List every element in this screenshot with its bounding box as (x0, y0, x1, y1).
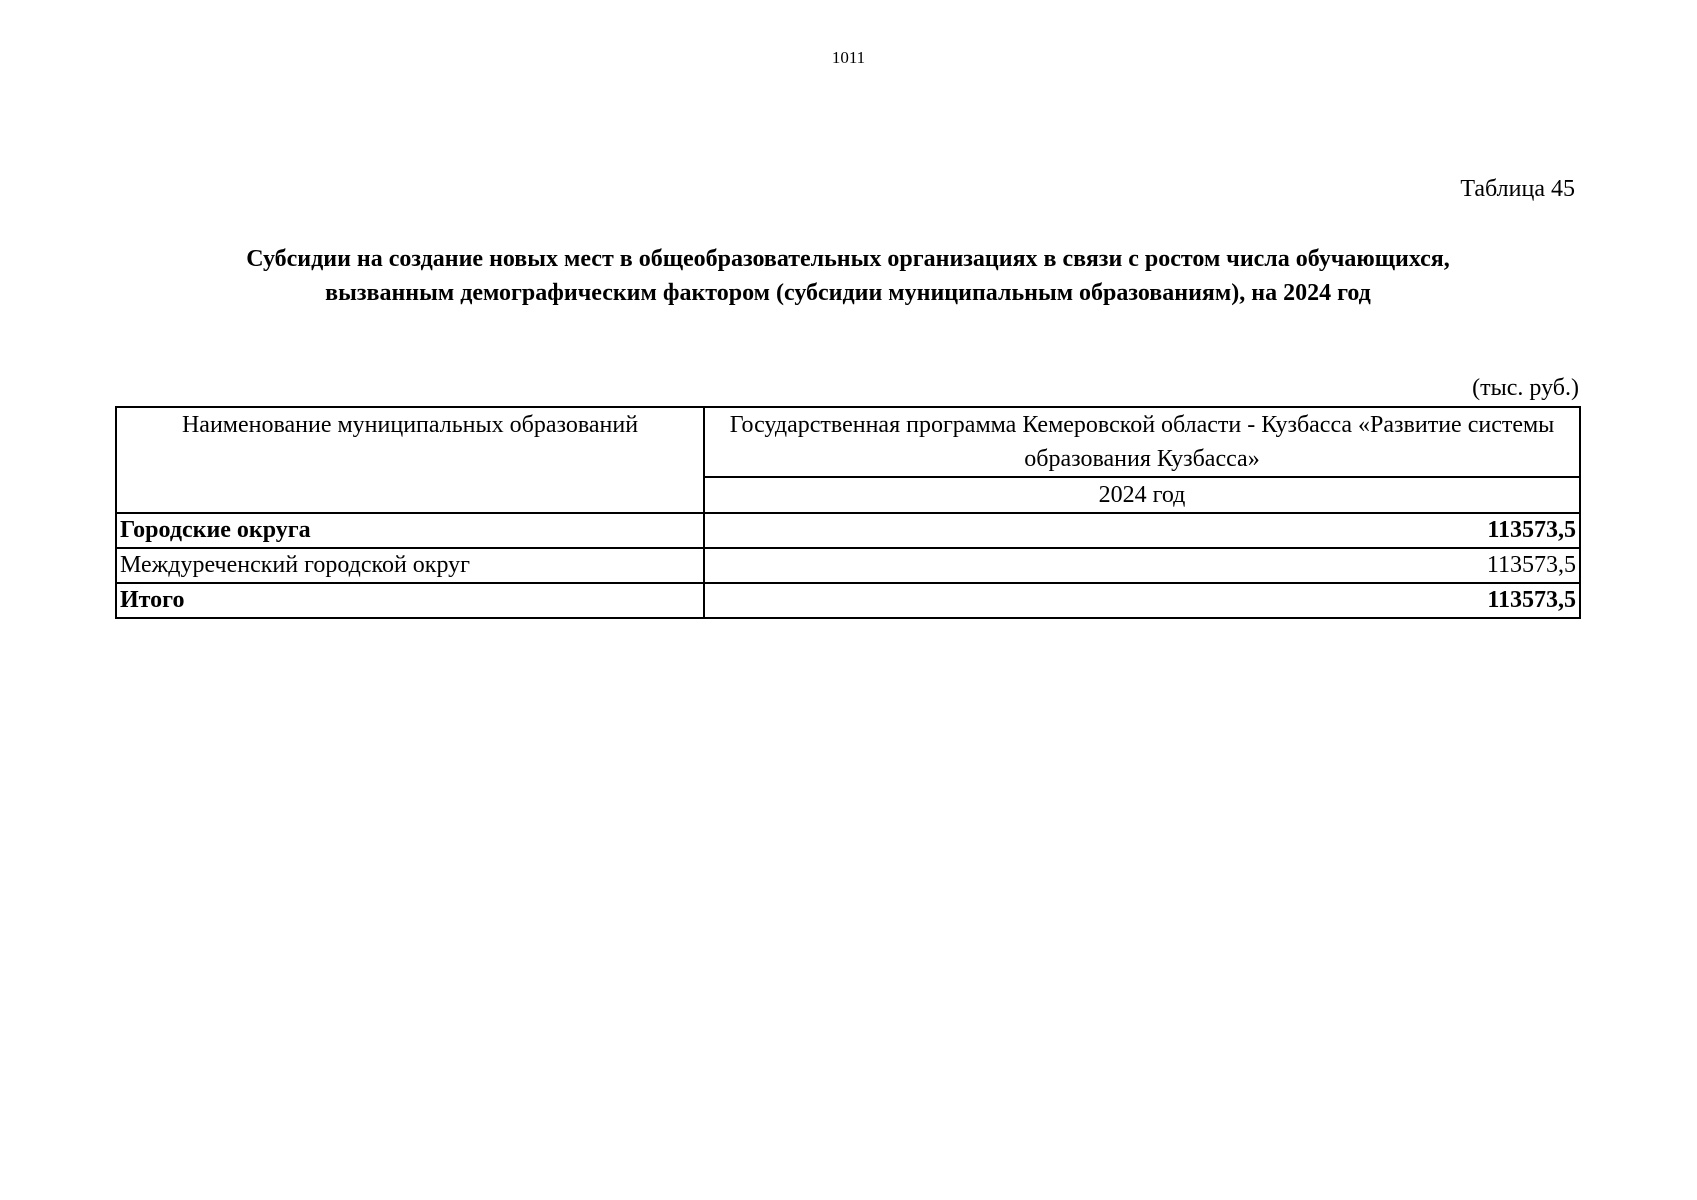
row-value: 113573,5 (704, 548, 1580, 583)
table-label: Таблица 45 (1460, 176, 1575, 202)
row-name: Междуреченский городской округ (116, 548, 704, 583)
title-line-2: вызванным демографическим фактором (субсидии муниципальным образованиям), на 2024 год (325, 280, 1371, 306)
row-value: 113573,5 (704, 513, 1580, 548)
table-header-row (116, 407, 1580, 477)
table-row (116, 548, 1580, 583)
row-name: Городские округа (116, 513, 704, 548)
table-row (116, 513, 1580, 548)
header-program: Государственная программа Кемеровской области - Кузбасса «Развитие системы образования Кузбасса» (704, 407, 1580, 477)
table-row (116, 583, 1580, 618)
row-value: 113573,5 (704, 583, 1580, 618)
document-title (115, 242, 1581, 310)
page-number: 1011 (831, 48, 866, 67)
header-year: 2024 год (704, 477, 1580, 513)
units-label: (тыс. руб.) (1472, 375, 1579, 401)
row-name: Итого (116, 583, 704, 618)
title-line-1: Субсидии на создание новых мест в общеобразовательных организациях в связи с ростом числа обучающихся, (246, 246, 1450, 272)
header-municipality-name: Наименование муниципальных образований (116, 407, 704, 513)
subsidy-table (115, 406, 1581, 619)
